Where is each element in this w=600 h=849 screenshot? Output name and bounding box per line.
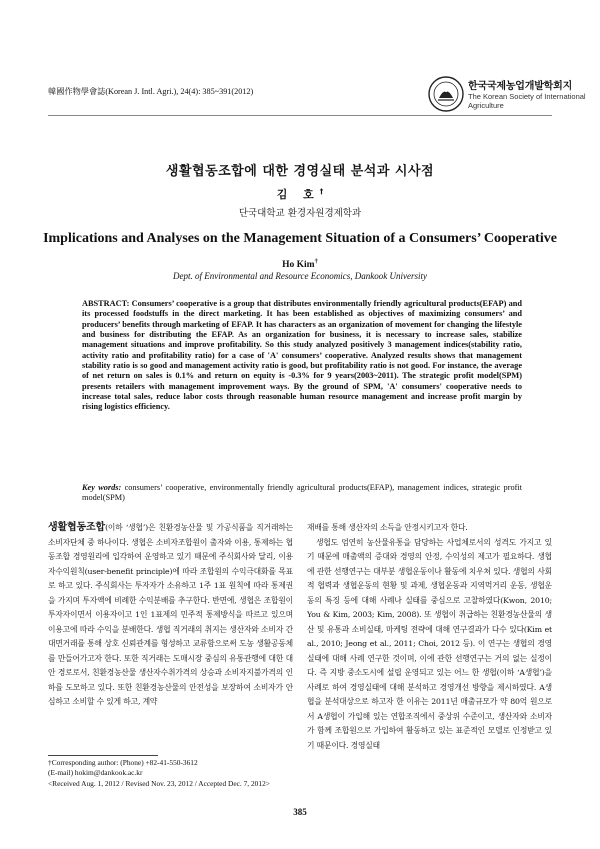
footnote-corresponding: †Corresponding author: (Phone) +82-41-550-3612 bbox=[48, 758, 198, 767]
english-author bbox=[0, 258, 600, 270]
korean-affiliation: 단국대학교 환경자원경제학과 bbox=[238, 208, 362, 219]
page-number: 385 bbox=[293, 807, 307, 817]
footnote-rule bbox=[48, 755, 158, 756]
abstract-text: Consumers’ cooperative is a group that distributes environmentally friendly agricultural products(EFAP) and its processed foodstuffs in the direct marketing. It has been established as objectives of maximizing consumers’ and producers’ benefits through marketing of EFAP. It has characters as an organization of movement for changing the lifestyle and business for distributing the EFAP. As an organization for business, it is necessary to increase sales, stabilize management situations and improve profitability. So this study analyzed positively 3 management indices(stability ratio, activity ratio and profitability ratio) for a case of 'A' consumers’ cooperative. Analyzed results shows that management stability ratio is so good and management activity ratio is good, but profitability ratio is not good. For instance, the average of net return on sales is 0.1% and return on equity is -0.3% for 9 years(2003~2011). The strategic profit model(SPM) presents retailers with management improvement ways. By the ground of SPM, 'A' consumers' cooperative needs to increase total sales, reduce labor costs through reasonable human resource management and increase profit margin by rising logistics efficiency. bbox=[82, 299, 522, 412]
society-logo bbox=[428, 72, 586, 118]
body-paragraph-1: (이하 ‘생협’)은 친환경농산물 및 가공식품을 직거래하는 소비자단체 중 하나이다. 생협은 소비자조합원이 출자와 이용, 통제하는 협동조합 경영원리에 입각하여 운영하고 있기 때문에 주식회사와 달리, 이용자수익원칙(user-benefit principle)에 따라 조합원의 수익극대화를 목표로 하고 있다. 주식회사는 투자자가 소유하고 1주 1표 원칙에 따라 통제권을 가지며 투자액에 비례한 수익분배를 추구한다. 반면에, 생협은 조합원이 투자자이면서 이용자이고 1인 1표제의 민주적 통제방식을 따르고 있으며 이용고에 따라 수익을 분배한다. 생협 직거래의 취지는 생산자와 소비자 간 대면거래를 통해 상호 신뢰관계를 형성하고 교류함으로써 도농 생활공동체를 만들어가고자 한다. 또한 직거래는 도매시장 중심의 유통관행에 대한 대안 경로로서, 친환경농산물 생산자수취가격의 상승과 소비자지불가격의 인하를 도모하고 있다. 또한 친환경농산물의 안전성을 보장하여 소비자가 안심하고 소비할 수 있게 하고, 계약 bbox=[48, 523, 293, 706]
english-affiliation: Dept. of Environmental and Resource Economics, Dankook University bbox=[172, 271, 428, 281]
body-lead-term: 생활협동조합 bbox=[48, 522, 106, 533]
body-left-column bbox=[48, 521, 293, 710]
korean-author-name: 김 호 bbox=[276, 188, 320, 201]
footnote-dates: <Received Aug. 1, 2012 / Revised Nov. 23, 2012 / Accepted Dec. 7, 2012> bbox=[48, 778, 270, 788]
journal-citation: 韓國作物學會誌(Korean J. Intl. Agri.), 24(4): 385~391(2012) bbox=[48, 87, 254, 96]
english-title: Implications and Analyses on the Management Situation of a Consumers’ Cooperative bbox=[43, 231, 557, 246]
abstract-label: ABSTRACT: bbox=[82, 299, 130, 308]
footnote-email: (E-mail) hokim@dankook.ac.kr bbox=[48, 768, 143, 778]
abstract bbox=[82, 299, 522, 413]
korean-author bbox=[0, 186, 600, 202]
body-paragraph-1-cont: 재배를 통해 생산자의 소득을 안정시키고자 한다. bbox=[307, 523, 468, 532]
keywords-text: consumers’ cooperative, environmentally friendly agricultural products(EFAP), management indices, strategic profit model(SPM) bbox=[82, 483, 522, 503]
society-name-english-line2: Agriculture bbox=[468, 101, 504, 110]
korean-author-marker: † bbox=[319, 187, 324, 196]
body-paragraph-2: 생협도 엄연히 농산물유통을 담당하는 사업체로서의 성격도 가지고 있기 때문에 매출액의 증대와 경영의 안정, 수익성의 제고가 필요하다. 생협에 관한 선행연구는 대부분 생협운동이나 활동에 치우쳐 있다. 생협의 사회적 협력과 생협운동의 현황 및 과제, 생협운동과 지역먹거리 운동, 생협운동의 특징 등에 대해 사례나 실태를 중심으로 고찰하였다(Kwon, 2010; You & Kim, 2003; Kim, 2008). 또 생협이 취급하는 친환경농산물의 생산 및 유통과 소비실태, 마케팅 전략에 대해 연구결과가 다수 있다(Kim et al., 2010; Jeong et al., 2011; Choi, 2012 등). 이 연구는 생협의 경영실태에 대해 사례 연구한 것이며, 이에 관한 선행연구는 거의 없는 실정이다. 즉 지방 중소도시에 설립 운영되고 있는 어느 한 생협(이하 ‘A생협’)을 사례로 하여 경영실태에 대해 분석하고 경영개선 방향을 제시하였다. A생협을 분석대상으로 하고자 한 이유는 2011년 매출규모가 약 80억 원으로서 A생협이 가입해 있는 연합조직에서 중상위 수준이고, 생산자와 소비자가 함께 조합원으로 가입하여 활동하고 있는 표준적인 모델로 인정받고 있기 때문이다. 경영실태 bbox=[307, 537, 552, 750]
society-name-english-line1: The Korean Society of International bbox=[468, 92, 586, 101]
society-name-korean: 한국국제농업개발학회지 bbox=[468, 81, 573, 92]
keywords bbox=[82, 483, 522, 504]
body-right-column bbox=[307, 521, 552, 753]
footnote bbox=[48, 758, 308, 789]
english-author-marker: † bbox=[314, 258, 318, 265]
keywords-label: Key words: bbox=[82, 483, 122, 492]
korean-title: 생활협동조합에 대한 경영실태 분석과 시사점 bbox=[165, 164, 435, 179]
header-rule bbox=[48, 115, 552, 116]
english-author-name: Ho Kim bbox=[282, 260, 315, 271]
society-seal-icon bbox=[428, 76, 464, 112]
